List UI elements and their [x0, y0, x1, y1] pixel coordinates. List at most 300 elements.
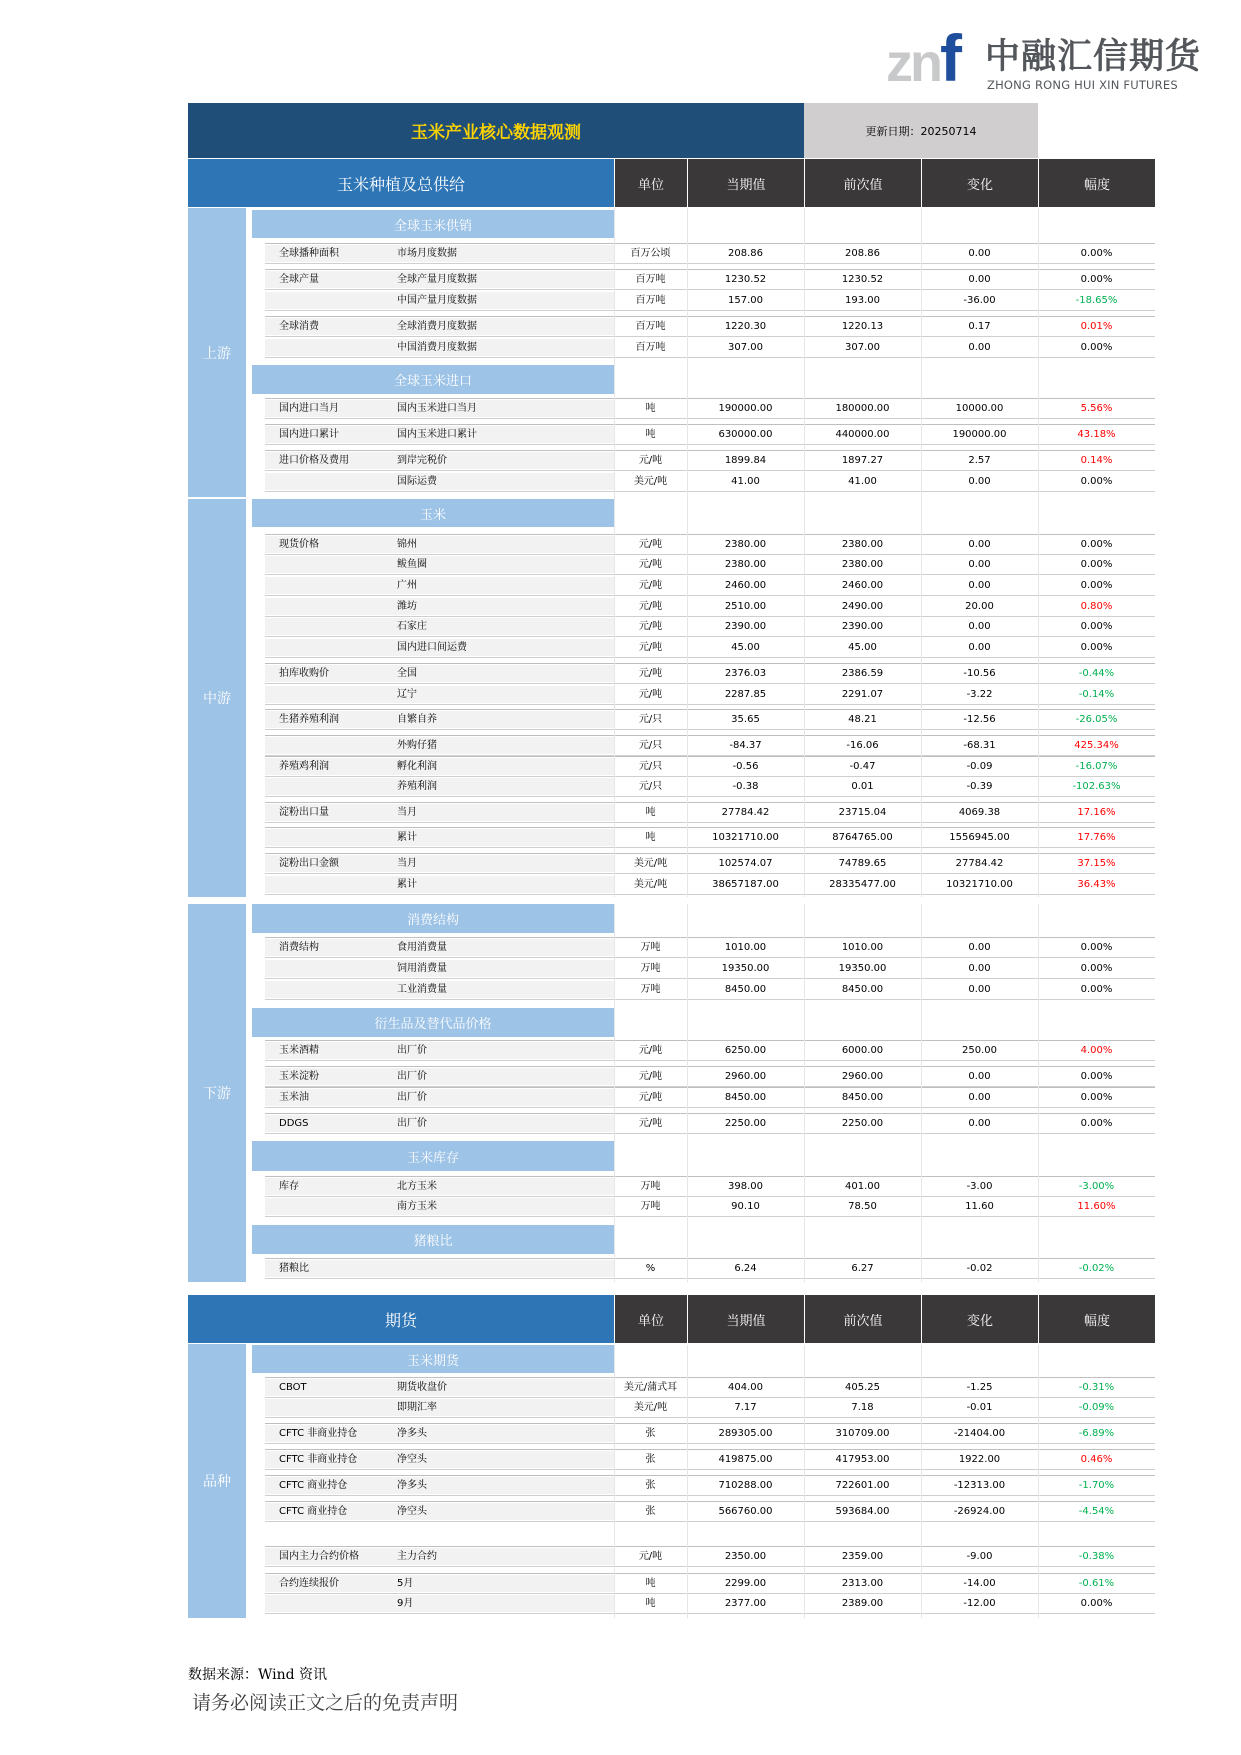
- cell-cur: 2510.00: [724, 601, 767, 612]
- row-line: [265, 444, 1155, 445]
- row-line: [265, 1566, 1155, 1567]
- cell-cur: 208.86: [728, 248, 763, 259]
- cell-cat: CFTC 商业持仓: [279, 1506, 348, 1517]
- cell-item: 全球消费月度数据: [397, 321, 477, 332]
- cell-unit: 美元/吨: [633, 879, 668, 890]
- cell-prev: 2490.00: [841, 601, 884, 612]
- cell-chg: -12.00: [963, 1598, 996, 1609]
- category-cell-bg: [265, 829, 383, 846]
- cell-unit: 百万公顷: [630, 248, 671, 259]
- cell-item: 工业消费量: [397, 984, 447, 995]
- cell-pct: 0.00%: [1080, 1118, 1113, 1129]
- cell-unit: 元/吨: [638, 1092, 663, 1103]
- cell-item: 北方玉米: [397, 1181, 437, 1192]
- cell-item: 累计: [397, 879, 417, 890]
- category-cell-bg: [265, 473, 383, 490]
- cell-cur: 2299.00: [724, 1578, 767, 1589]
- cell-unit: 万吨: [640, 984, 661, 995]
- cell-chg: 10321710.00: [946, 879, 1013, 890]
- cell-item: 中国消费月度数据: [397, 342, 477, 353]
- cell-cur: 2377.00: [724, 1598, 767, 1609]
- cell-unit: 万吨: [640, 1201, 661, 1212]
- row-line: [265, 418, 1155, 419]
- cell-cur: 2376.03: [724, 668, 767, 679]
- cell-prev: 417953.00: [835, 1454, 890, 1465]
- cell-pct: 0.00%: [1080, 1092, 1113, 1103]
- cell-prev: 78.50: [848, 1201, 877, 1212]
- cell-cur: 102574.07: [718, 858, 773, 869]
- cell-chg: 0.00: [968, 1092, 991, 1103]
- cell-unit: 吨: [645, 832, 656, 843]
- cell-pct: 0.00%: [1080, 274, 1113, 285]
- cell-chg: -14.00: [963, 1578, 996, 1589]
- cell-item: 鲅鱼圈: [397, 559, 427, 570]
- cell-unit: 吨: [645, 1598, 656, 1609]
- cell-chg: -0.02: [966, 1263, 993, 1274]
- cell-chg: 11.60: [965, 1201, 994, 1212]
- cell-cur: 45.00: [731, 642, 760, 653]
- cell-chg: -9.00: [966, 1551, 993, 1562]
- cell-pct: 0.00%: [1080, 476, 1113, 487]
- cell-cur: 35.65: [731, 714, 760, 725]
- row-line: [265, 289, 1155, 290]
- cell-cur: 8450.00: [724, 1092, 767, 1103]
- row-line: [265, 704, 1155, 705]
- cell-unit: 美元/吨: [633, 476, 668, 487]
- cell-prev: 2291.07: [841, 689, 884, 700]
- cell-item: 国内进口间运费: [397, 642, 467, 653]
- cell-item: 辽宁: [397, 689, 417, 700]
- cell-pct: 0.46%: [1080, 1454, 1113, 1465]
- column-header: 前次值: [805, 1295, 921, 1343]
- cell-cur: 398.00: [728, 1181, 763, 1192]
- row-line: [265, 1613, 1155, 1614]
- cell-cat: CBOT: [279, 1382, 307, 1393]
- row-line: [265, 574, 1155, 575]
- cell-chg: -68.31: [963, 740, 996, 751]
- cell-pct: -0.09%: [1078, 1402, 1115, 1413]
- cell-pct: 43.18%: [1077, 429, 1116, 440]
- section-bar: 消费结构: [252, 904, 614, 933]
- cell-unit: 吨: [645, 807, 656, 818]
- cell-chg: 0.00: [968, 476, 991, 487]
- column-divider: [614, 208, 615, 897]
- row-line: [265, 1521, 1155, 1522]
- cell-item: 广州: [397, 580, 417, 591]
- cell-cat: 养殖鸡利润: [279, 761, 329, 772]
- company-logo: [886, 29, 1202, 93]
- cell-item: 9月: [397, 1598, 414, 1609]
- cell-unit: 吨: [645, 429, 656, 440]
- cell-pct: 17.16%: [1077, 807, 1116, 818]
- row-line: [265, 1060, 1155, 1061]
- cell-item: 国际运费: [397, 476, 437, 487]
- cell-prev: 593684.00: [835, 1506, 890, 1517]
- cell-pct: 37.15%: [1077, 858, 1116, 869]
- cell-pct: 0.00%: [1080, 984, 1113, 995]
- cell-prev: 7.18: [851, 1402, 874, 1413]
- cell-item: 潍坊: [397, 601, 417, 612]
- row-line: [265, 357, 1155, 358]
- row-separator: [265, 937, 1155, 938]
- column-header: 前次值: [805, 159, 921, 207]
- row-line: [265, 1469, 1155, 1470]
- cell-cur: 8450.00: [724, 984, 767, 995]
- cell-cat: 进口价格及费用: [279, 455, 349, 466]
- cell-pct: -0.38%: [1078, 1551, 1115, 1562]
- column-header: 幅度: [1039, 1295, 1155, 1343]
- cell-cur: 1230.52: [724, 274, 767, 285]
- cell-item: 净空头: [397, 1506, 427, 1517]
- cell-cur: 27784.42: [721, 807, 770, 818]
- row-separator: [265, 398, 1155, 399]
- brand-name-en: ZHONG RONG HUI XIN FUTURES: [987, 78, 1178, 92]
- cell-pct: -0.31%: [1078, 1382, 1115, 1393]
- cell-unit: 元/吨: [638, 559, 663, 570]
- cell-prev: 1230.52: [841, 274, 884, 285]
- row-separator: [265, 316, 1155, 317]
- cell-unit: 元/吨: [638, 1045, 663, 1056]
- section-header: 期货: [188, 1295, 614, 1343]
- column-header: 当期值: [688, 1295, 804, 1343]
- row-separator: [265, 1423, 1155, 1424]
- cell-cat: 国内主力合约价格: [279, 1551, 359, 1562]
- column-divider: [1038, 904, 1039, 1282]
- row-line: [265, 873, 1155, 874]
- cell-prev: 6000.00: [841, 1045, 884, 1056]
- category-cell-bg: [265, 292, 383, 309]
- row-line: [265, 1107, 1155, 1108]
- row-line: [265, 1495, 1155, 1496]
- cell-cur: 710288.00: [718, 1480, 773, 1491]
- row-line: [265, 554, 1155, 555]
- cell-cur: 1220.30: [724, 321, 767, 332]
- cell-cat: 玉米淀粉: [279, 1071, 319, 1082]
- cell-cur: -84.37: [729, 740, 762, 751]
- cell-cat: CFTC 非商业持仓: [279, 1454, 358, 1465]
- row-line: [265, 310, 1155, 311]
- cell-unit: 美元/吨: [633, 858, 668, 869]
- row-line: [265, 776, 1155, 777]
- cell-chg: -10.56: [963, 668, 996, 679]
- cell-pct: 0.00%: [1080, 621, 1113, 632]
- cell-chg: 0.00: [968, 984, 991, 995]
- cell-pct: 0.00%: [1080, 580, 1113, 591]
- cell-unit: 百万吨: [635, 342, 666, 353]
- category-cell-bg: [265, 876, 383, 893]
- cell-prev: 1897.27: [841, 455, 884, 466]
- cell-prev: 405.25: [845, 1382, 880, 1393]
- cell-cur: 38657187.00: [712, 879, 779, 890]
- row-separator: [265, 1449, 1155, 1450]
- report-title: 玉米产业核心数据观测: [188, 103, 804, 158]
- cell-prev: 2250.00: [841, 1118, 884, 1129]
- cell-pct: 0.01%: [1080, 321, 1113, 332]
- section-bar: 玉米期货: [252, 1345, 614, 1373]
- column-divider: [614, 904, 615, 1282]
- category-cell-bg: [265, 686, 383, 703]
- cell-cat: CFTC 商业持仓: [279, 1480, 348, 1491]
- cell-pct: 0.00%: [1080, 1071, 1113, 1082]
- cell-item: 出厂价: [397, 1092, 427, 1103]
- category-cell-bg: [265, 1399, 383, 1416]
- region-label: 下游: [188, 904, 246, 1282]
- cell-item: 石家庄: [397, 621, 427, 632]
- cell-pct: 4.00%: [1080, 1045, 1113, 1056]
- cell-prev: 74789.65: [838, 858, 887, 869]
- category-cell-bg: [265, 618, 383, 635]
- section-bar: 衍生品及替代品价格: [252, 1008, 614, 1037]
- column-header: 当期值: [688, 159, 804, 207]
- cell-pct: -4.54%: [1078, 1506, 1115, 1517]
- cell-pct: 0.00%: [1080, 342, 1113, 353]
- cell-cat: CFTC 非商业持仓: [279, 1428, 358, 1439]
- row-line: [265, 1278, 1155, 1279]
- category-cell-bg: [265, 1595, 383, 1612]
- cell-chg: 0.00: [968, 539, 991, 550]
- cell-pct: -3.00%: [1078, 1181, 1115, 1192]
- cell-cur: 1899.84: [724, 455, 767, 466]
- row-line: [265, 336, 1155, 337]
- category-cell-bg: [265, 639, 383, 656]
- row-line: [265, 1196, 1155, 1197]
- cell-pct: 5.56%: [1080, 403, 1113, 414]
- cell-cat: 生猪养殖利润: [279, 714, 339, 725]
- cell-item: 出厂价: [397, 1118, 427, 1129]
- cell-prev: -16.06: [846, 740, 879, 751]
- cell-unit: 张: [645, 1506, 656, 1517]
- cell-prev: 6.27: [851, 1263, 874, 1274]
- row-line: [265, 1593, 1155, 1594]
- cell-cur: 2350.00: [724, 1551, 767, 1562]
- column-header: 单位: [615, 1295, 687, 1343]
- cell-chg: 0.00: [968, 559, 991, 570]
- row-line: [265, 1443, 1155, 1444]
- cell-chg: -12.56: [963, 714, 996, 725]
- cell-item: 国内玉米进口累计: [397, 429, 477, 440]
- row-separator: [265, 1573, 1155, 1574]
- cell-cat: 消费结构: [279, 942, 319, 953]
- cell-cat: 全球产量: [279, 274, 319, 285]
- disclaimer: 请务必阅读正文之后的免责声明: [192, 1692, 459, 1714]
- cell-cur: 6.24: [734, 1263, 757, 1274]
- cell-pct: 0.00%: [1080, 559, 1113, 570]
- cell-pct: -0.02%: [1078, 1263, 1115, 1274]
- cell-item: 净多头: [397, 1480, 427, 1491]
- cell-unit: 元/吨: [638, 455, 663, 466]
- cell-prev: 19350.00: [838, 963, 887, 974]
- cell-prev: 8450.00: [841, 1092, 884, 1103]
- cell-cat: 全球消费: [279, 321, 319, 332]
- cell-prev: 180000.00: [835, 403, 890, 414]
- row-separator: [265, 1475, 1155, 1476]
- cell-chg: 20.00: [965, 601, 994, 612]
- row-separator: [265, 709, 1155, 710]
- cell-prev: 8450.00: [841, 984, 884, 995]
- cell-cur: 157.00: [728, 295, 763, 306]
- column-divider: [687, 1345, 688, 1618]
- row-line: [265, 636, 1155, 637]
- row-line: [265, 796, 1155, 797]
- cell-chg: 0.00: [968, 621, 991, 632]
- cell-chg: -3.00: [966, 1181, 993, 1192]
- cell-chg: 1922.00: [958, 1454, 1001, 1465]
- row-separator: [265, 424, 1155, 425]
- cell-item: 市场月度数据: [397, 248, 457, 259]
- cell-pct: -6.89%: [1078, 1428, 1115, 1439]
- cell-pct: -0.14%: [1078, 689, 1115, 700]
- cell-prev: 440000.00: [835, 429, 890, 440]
- row-line: [265, 470, 1155, 471]
- cell-item: 养殖利润: [397, 781, 437, 792]
- row-separator: [265, 1501, 1155, 1502]
- svg-text:zn: zn: [886, 33, 940, 93]
- cell-prev: -0.47: [849, 761, 876, 772]
- cell-item: 即期汇率: [397, 1402, 437, 1413]
- section-bar: 全球玉米供销: [252, 210, 614, 238]
- cell-prev: 208.86: [845, 248, 880, 259]
- row-line: [265, 491, 1155, 492]
- cell-unit: 美元/蒲式耳: [623, 1382, 678, 1393]
- cell-pct: 0.00%: [1080, 539, 1113, 550]
- cell-item: 出厂价: [397, 1071, 427, 1082]
- cell-cur: -0.38: [732, 781, 759, 792]
- row-line: [265, 729, 1155, 730]
- cell-item: 锦州: [397, 539, 417, 550]
- cell-pct: -18.65%: [1075, 295, 1118, 306]
- row-separator: [265, 450, 1155, 451]
- category-cell-bg: [265, 737, 383, 754]
- znf-logo-icon: [886, 29, 984, 93]
- cell-unit: 元/吨: [638, 1551, 663, 1562]
- section-bar: 猪粮比: [252, 1225, 614, 1254]
- region-label: 品种: [188, 1344, 246, 1618]
- cell-pct: -102.63%: [1072, 781, 1121, 792]
- cell-cat: 库存: [279, 1181, 299, 1192]
- cell-chg: -26924.00: [953, 1506, 1006, 1517]
- cell-pct: 0.00%: [1080, 248, 1113, 259]
- cell-unit: 元/吨: [638, 668, 663, 679]
- cell-pct: 11.60%: [1077, 1201, 1116, 1212]
- cell-prev: 48.21: [848, 714, 877, 725]
- cell-unit: 元/吨: [638, 1118, 663, 1129]
- column-header: 幅度: [1039, 159, 1155, 207]
- cell-item: 当月: [397, 807, 417, 818]
- cell-unit: 元/吨: [638, 621, 663, 632]
- cell-unit: 元/吨: [638, 580, 663, 591]
- cell-cur: 404.00: [728, 1382, 763, 1393]
- cell-item: 国内玉米进口当月: [397, 403, 477, 414]
- category-cell-bg: [265, 339, 383, 356]
- cell-chg: 0.00: [968, 642, 991, 653]
- column-divider: [804, 208, 805, 897]
- cell-item: 当月: [397, 858, 417, 869]
- column-divider: [1038, 1345, 1039, 1618]
- cell-chg: -3.22: [966, 689, 993, 700]
- cell-item: 饲用消费量: [397, 963, 447, 974]
- svg-text:f: f: [940, 29, 962, 93]
- row-separator: [265, 534, 1155, 535]
- cell-prev: 2389.00: [841, 1598, 884, 1609]
- row-separator: [265, 735, 1155, 736]
- cell-chg: 27784.42: [955, 858, 1004, 869]
- cell-chg: -0.39: [966, 781, 993, 792]
- cell-cat: 淀粉出口量: [279, 807, 329, 818]
- row-separator: [265, 853, 1155, 854]
- cell-item: 自繁自养: [397, 714, 437, 725]
- cell-prev: 401.00: [845, 1181, 880, 1192]
- cell-pct: -26.05%: [1075, 714, 1118, 725]
- cell-unit: 元/吨: [638, 1071, 663, 1082]
- cell-cur: 419875.00: [718, 1454, 773, 1465]
- cell-pct: 0.80%: [1080, 601, 1113, 612]
- cell-item: 全国: [397, 668, 417, 679]
- cell-prev: 1220.13: [841, 321, 884, 332]
- row-line: [265, 1216, 1155, 1217]
- row-separator: [265, 1546, 1155, 1547]
- item-cell-bg: [383, 1260, 614, 1277]
- cell-cur: 190000.00: [718, 403, 773, 414]
- row-line: [265, 1133, 1155, 1134]
- cell-prev: 310709.00: [835, 1428, 890, 1439]
- row-separator: [265, 1113, 1155, 1114]
- cell-prev: 28335477.00: [829, 879, 896, 890]
- row-separator: [265, 663, 1155, 664]
- row-line: [265, 263, 1155, 264]
- row-separator: [265, 756, 1155, 757]
- cell-unit: 元/吨: [638, 539, 663, 550]
- data-source: 数据来源：Wind 资讯: [188, 1667, 328, 1683]
- cell-cat: 国内进口累计: [279, 429, 339, 440]
- cell-cat: 玉米油: [279, 1092, 309, 1103]
- column-divider: [1038, 208, 1039, 897]
- cell-prev: 8764765.00: [832, 832, 893, 843]
- cell-pct: 0.00%: [1080, 1598, 1113, 1609]
- cell-cur: 90.10: [731, 1201, 760, 1212]
- column-header: 单位: [615, 159, 687, 207]
- section-bar: 玉米库存: [252, 1141, 614, 1171]
- section-bar: 玉米: [252, 499, 614, 527]
- cell-pct: 0.00%: [1080, 642, 1113, 653]
- column-divider: [687, 904, 688, 1282]
- cell-unit: 万吨: [640, 963, 661, 974]
- cell-item: 累计: [397, 832, 417, 843]
- cell-item: 外购仔猪: [397, 740, 437, 751]
- cell-cat: DDGS: [279, 1118, 309, 1129]
- row-separator: [265, 1377, 1155, 1378]
- region-label: 上游: [188, 208, 246, 497]
- cell-unit: 百万吨: [635, 295, 666, 306]
- row-line: [265, 595, 1155, 596]
- category-cell-bg: [265, 556, 383, 573]
- cell-item: 期货收盘价: [397, 1382, 447, 1393]
- cell-prev: 2380.00: [841, 559, 884, 570]
- cell-chg: 0.17: [968, 321, 991, 332]
- category-cell-bg: [265, 598, 383, 615]
- cell-cat: 猪粮比: [279, 1263, 309, 1274]
- update-date: 更新日期：20250714: [804, 103, 1038, 158]
- cell-pct: 425.34%: [1074, 740, 1119, 751]
- cell-unit: 吨: [645, 1578, 656, 1589]
- cell-cur: 566760.00: [718, 1506, 773, 1517]
- cell-pct: 17.76%: [1077, 832, 1116, 843]
- cell-item: 主力合约: [397, 1551, 437, 1562]
- cell-unit: 元/吨: [638, 601, 663, 612]
- cell-cur: 2380.00: [724, 539, 767, 550]
- category-cell-bg: [265, 577, 383, 594]
- cell-pct: -0.44%: [1078, 668, 1115, 679]
- cell-chg: 0.00: [968, 580, 991, 591]
